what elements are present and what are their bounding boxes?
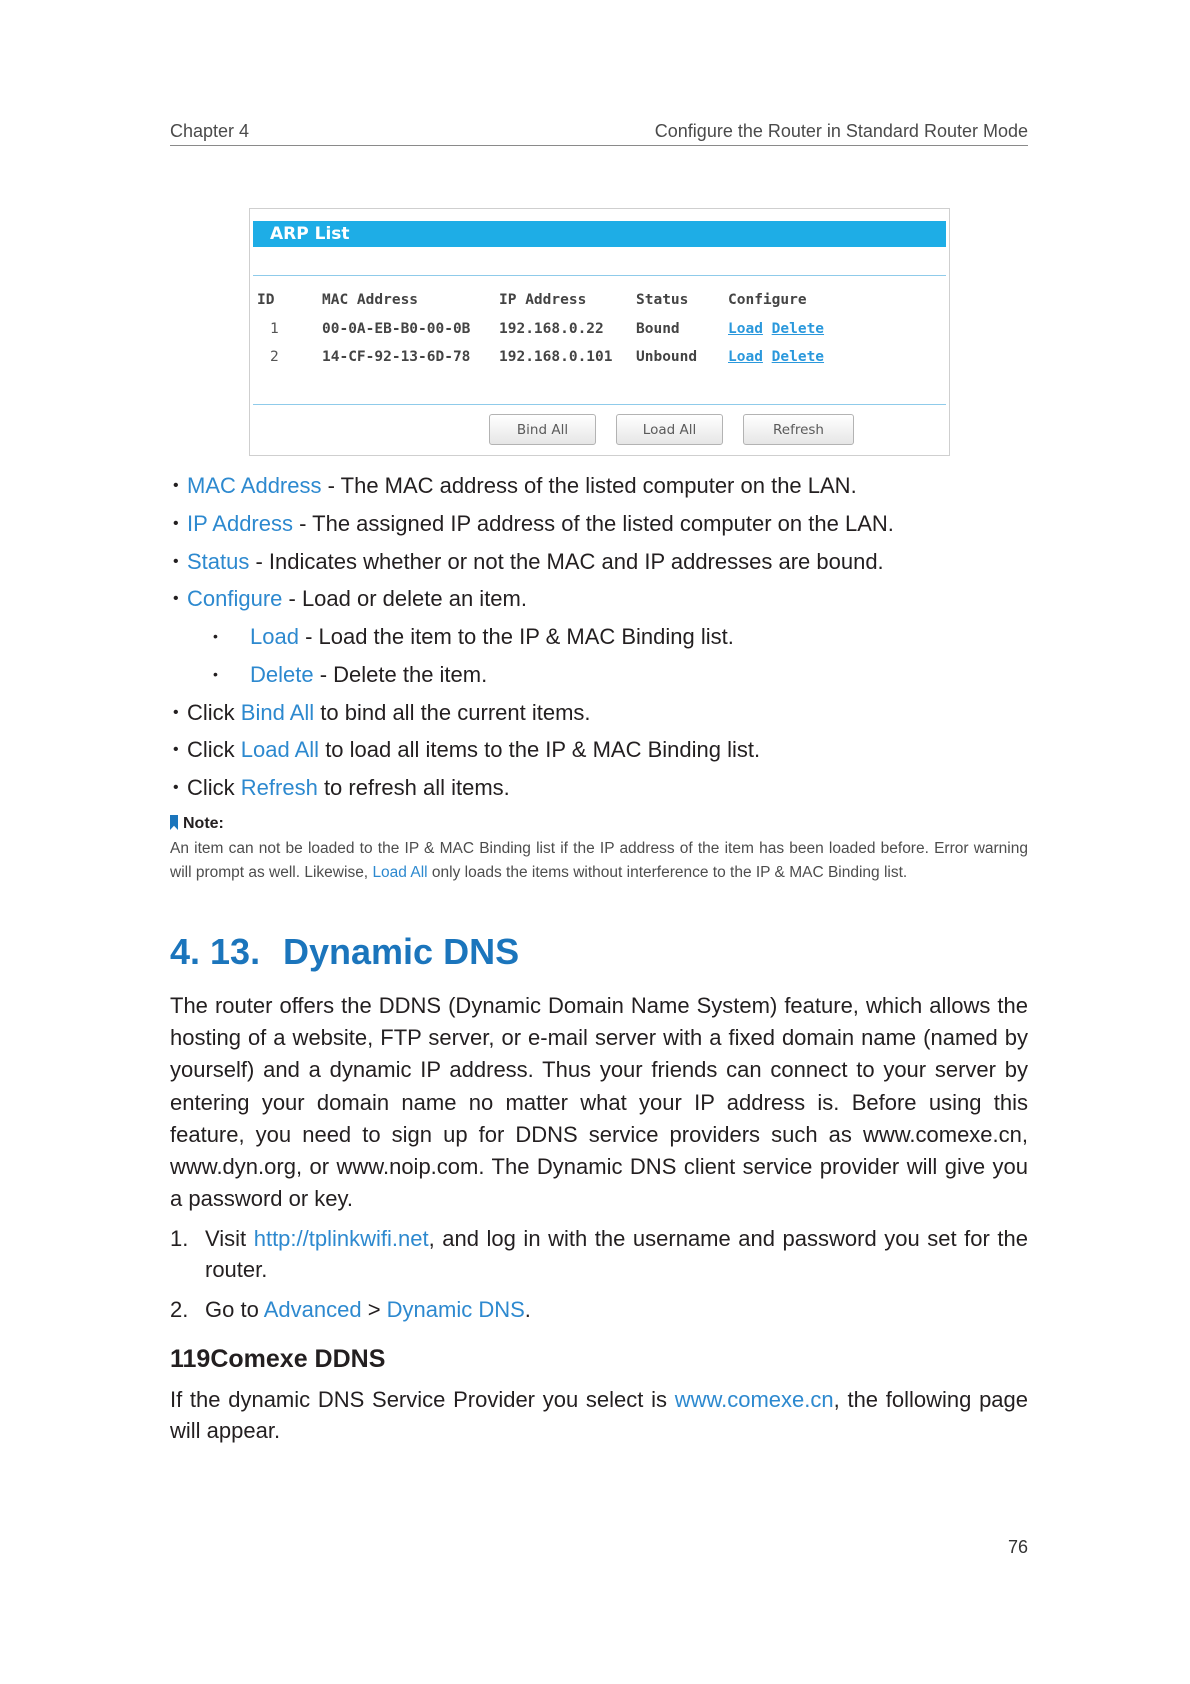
step-text: . bbox=[524, 1297, 531, 1322]
paragraph-text: , the following page will appear. bbox=[170, 1387, 1029, 1443]
note-heading bbox=[170, 812, 224, 836]
field-description-list bbox=[187, 467, 1028, 807]
load-link[interactable]: Load bbox=[728, 349, 763, 365]
section-title: Dynamic DNS bbox=[283, 931, 520, 972]
term-description: to refresh all items. bbox=[317, 775, 510, 800]
column-header-ip-address: IP Address bbox=[499, 292, 587, 308]
term-description: - The assigned IP address of the listed computer on the LAN. bbox=[293, 510, 894, 536]
item-prefix: Click bbox=[187, 699, 241, 725]
tplinkwifi-link[interactable]: http://tplinkwifi.net bbox=[253, 1226, 429, 1251]
term-ip-address: IP Address bbox=[187, 510, 293, 536]
term-description: - Load the item to the IP & MAC Binding list. bbox=[298, 624, 734, 649]
row-mac-address: 14-CF-92-13-6D-78 bbox=[322, 349, 471, 365]
intro-paragraph: The router offers the DDNS (Dynamic Domain Name System) feature, which allows the hosting of a website, FTP server, or e-mail server with a fixed domain name (named by yourself) and a dynamic IP address. Thus your friends can connect to your server by entering your domain name no matter what your IP address is. Before using this feature, you need to sign up for DDNS service providers such as www.comexe.cn, www.dyn.org, or www.noip.com. The Dynamic DNS client service provider will give you a password or key. bbox=[170, 993, 1028, 1212]
chapter-title: Configure the Router in Standard Router Mode bbox=[654, 121, 1028, 141]
section-heading bbox=[170, 930, 519, 974]
list-item bbox=[187, 769, 1028, 807]
item-prefix: Click bbox=[187, 775, 241, 800]
bind-all-button[interactable]: Bind All bbox=[489, 414, 596, 445]
step-text: Visit bbox=[205, 1226, 254, 1251]
term-load: Load bbox=[250, 624, 299, 649]
chapter-label: Chapter 4 bbox=[170, 121, 250, 141]
step-item bbox=[170, 1223, 1028, 1285]
arp-list-title-bar bbox=[253, 221, 946, 247]
steps-list bbox=[170, 1223, 1028, 1334]
paragraph-text: If the dynamic DNS Service Provider you select is bbox=[170, 1387, 675, 1412]
row-mac-address: 00-0A-EB-B0-00-0B bbox=[322, 321, 471, 337]
list-item bbox=[187, 505, 1028, 543]
term-load-all: Load All bbox=[240, 737, 320, 763]
refresh-button[interactable]: Refresh bbox=[743, 414, 854, 445]
row-configure bbox=[728, 319, 824, 339]
list-item bbox=[250, 618, 1028, 656]
term-description: to bind all the current items. bbox=[314, 699, 591, 725]
term-configure: Configure bbox=[187, 586, 283, 612]
list-item bbox=[187, 543, 1028, 581]
step-text: Go to bbox=[205, 1297, 264, 1322]
row-status: Bound bbox=[636, 321, 680, 337]
note-text-part: only loads the items without interference to the IP & MAC Binding list. bbox=[427, 864, 908, 881]
comexe-link[interactable]: www.comexe.cn bbox=[674, 1387, 834, 1412]
arp-list-title: ARP List bbox=[270, 224, 350, 244]
term-description: - The MAC address of the listed computer on the LAN. bbox=[321, 473, 857, 498]
term-description: - Delete the item. bbox=[313, 661, 488, 687]
note-text-part: An item can not be loaded to the IP & MAC Binding list if the IP address of the item has been loaded before. Error warning will prompt as well. Likewise, bbox=[170, 840, 1028, 881]
step-item bbox=[170, 1294, 1028, 1325]
term-description: - Load or delete an item. bbox=[282, 586, 527, 612]
table-top-divider bbox=[253, 275, 946, 276]
load-link[interactable]: Load bbox=[728, 321, 763, 337]
item-prefix: Click bbox=[187, 737, 241, 763]
term-bind-all: Bind All bbox=[240, 699, 315, 725]
row-status: Unbound bbox=[636, 349, 698, 365]
column-header-status: Status bbox=[636, 292, 689, 308]
running-header bbox=[170, 118, 1028, 146]
row-configure bbox=[728, 347, 824, 367]
list-item bbox=[187, 694, 1028, 732]
bookmark-icon bbox=[170, 815, 178, 830]
load-all-button[interactable]: Load All bbox=[616, 414, 723, 445]
term-status: Status bbox=[187, 548, 250, 574]
delete-link[interactable]: Delete bbox=[771, 321, 825, 337]
term-description: - Indicates whether or not the MAC and IP addresses are bound. bbox=[249, 548, 884, 574]
section-number: 4. 13. bbox=[170, 931, 261, 972]
delete-link[interactable]: Delete bbox=[771, 349, 825, 365]
table-header-row bbox=[250, 290, 949, 310]
column-header-mac-address: MAC Address bbox=[322, 292, 419, 308]
menu-advanced: Advanced bbox=[263, 1297, 362, 1322]
row-ip-address: 192.168.0.22 bbox=[499, 321, 604, 337]
list-item bbox=[187, 580, 1028, 693]
row-id: 2 bbox=[270, 349, 279, 365]
list-item bbox=[250, 656, 1028, 694]
configure-sub-list bbox=[187, 618, 1028, 694]
term-description: to load all items to the IP & MAC Binding list. bbox=[319, 737, 761, 763]
menu-dynamic-dns: Dynamic DNS bbox=[386, 1297, 525, 1322]
term-mac-address: MAC Address bbox=[187, 473, 322, 498]
page-number: 76 bbox=[1007, 1537, 1028, 1557]
table-row bbox=[250, 319, 949, 339]
table-bottom-divider bbox=[253, 404, 946, 405]
list-item bbox=[187, 731, 1028, 769]
row-ip-address: 192.168.0.101 bbox=[499, 349, 613, 365]
step-number: 1. bbox=[170, 1226, 189, 1251]
path-separator: > bbox=[361, 1297, 387, 1322]
subsection-paragraph bbox=[170, 1384, 1028, 1446]
column-header-configure: Configure bbox=[728, 292, 807, 308]
step-text: , and log in with the username and password you set for the router. bbox=[205, 1226, 1028, 1282]
column-header-id: ID bbox=[257, 292, 275, 308]
arp-list-screenshot bbox=[249, 208, 950, 456]
note-term-load-all: Load All bbox=[372, 864, 428, 881]
table-row bbox=[250, 347, 949, 367]
note-text bbox=[170, 837, 1028, 885]
note-label: Note: bbox=[183, 815, 224, 832]
term-refresh: Refresh bbox=[240, 775, 318, 800]
subsection-heading: 119Comexe DDNS bbox=[170, 1345, 386, 1373]
row-id: 1 bbox=[270, 321, 279, 337]
list-item bbox=[187, 467, 1028, 505]
step-number: 2. bbox=[170, 1297, 189, 1322]
term-delete: Delete bbox=[250, 661, 314, 687]
